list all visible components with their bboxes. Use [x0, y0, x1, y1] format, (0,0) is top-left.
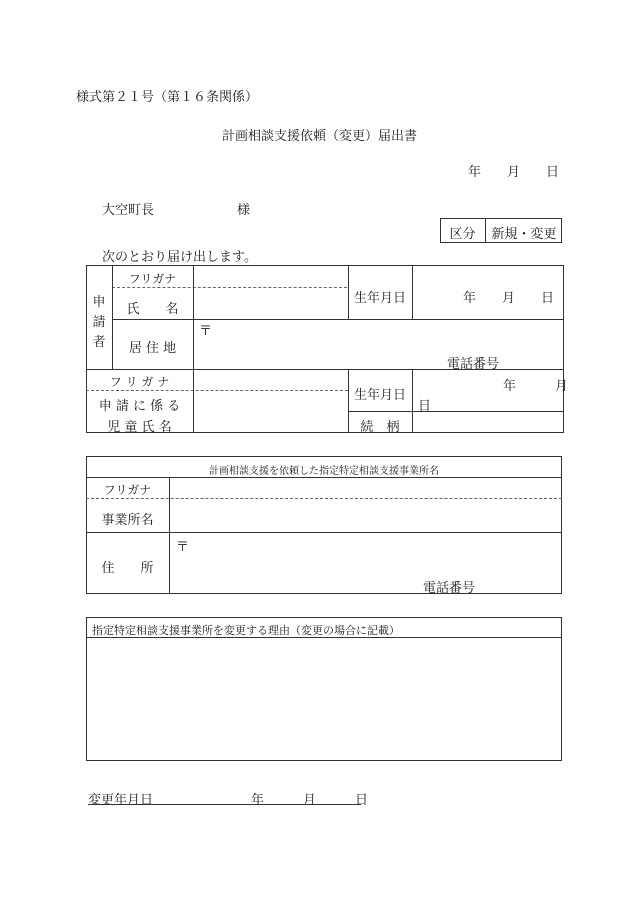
office-phone-label: 電話番号 — [423, 581, 476, 596]
child-relation-label: 続 柄 — [360, 420, 400, 435]
page-title: 計画相談支援依頼（変更）届出書 — [222, 129, 418, 144]
applicant-birth-value[interactable]: 年 月 日 — [463, 291, 555, 306]
form-number: 様式第２１号（第１６条関係） — [76, 90, 259, 105]
office-name-label: 事業所名 — [101, 513, 154, 528]
applicant-name-label: 氏 名 — [126, 302, 179, 317]
applicant-phone-label: 電話番号 — [447, 357, 500, 372]
reason-header: 指定特定相談支援事業所を変更する理由（変更の場合に記載） — [92, 624, 400, 637]
child-label-line1: 申 請 に 係 る — [98, 399, 181, 414]
addressee: 大空町長 — [102, 203, 155, 218]
change-date-label: 変更年月日 — [88, 793, 154, 808]
applicant-address-label: 居 住 地 — [128, 341, 177, 356]
applicant-birth-label: 生年月日 — [353, 291, 406, 306]
intro-text: 次のとおり届け出します。 — [102, 250, 257, 265]
office-postal-mark: 〒 — [176, 540, 190, 555]
child-birth-value-bottom[interactable]: 日 — [418, 399, 432, 414]
office-furigana-label: フリガナ — [103, 483, 152, 497]
reason-box[interactable] — [86, 617, 562, 761]
applicant-section-label: 申請者 — [92, 295, 106, 350]
child-birth-value-top[interactable]: 年 月 — [503, 379, 569, 394]
category-value[interactable]: 新規・変更 — [491, 227, 557, 242]
applicant-furigana-label: フリガナ — [128, 272, 177, 286]
change-date-underline — [88, 804, 361, 805]
child-birth-label: 生年月日 — [353, 388, 406, 403]
change-date-value[interactable]: 年 月 日 — [251, 793, 369, 808]
child-furigana-label: フ リ ガ ナ — [109, 375, 170, 389]
office-address-label: 住 所 — [101, 561, 154, 576]
office-header: 計画相談支援を依頼した指定特定相談支援事業所名 — [209, 466, 439, 477]
child-label-line2: 児 童 氏 名 — [107, 420, 172, 435]
honorific: 様 — [237, 203, 251, 218]
category-label: 区分 — [449, 227, 476, 242]
applicant-postal-mark: 〒 — [199, 324, 213, 339]
date-line: 年 月 日 — [468, 165, 560, 180]
